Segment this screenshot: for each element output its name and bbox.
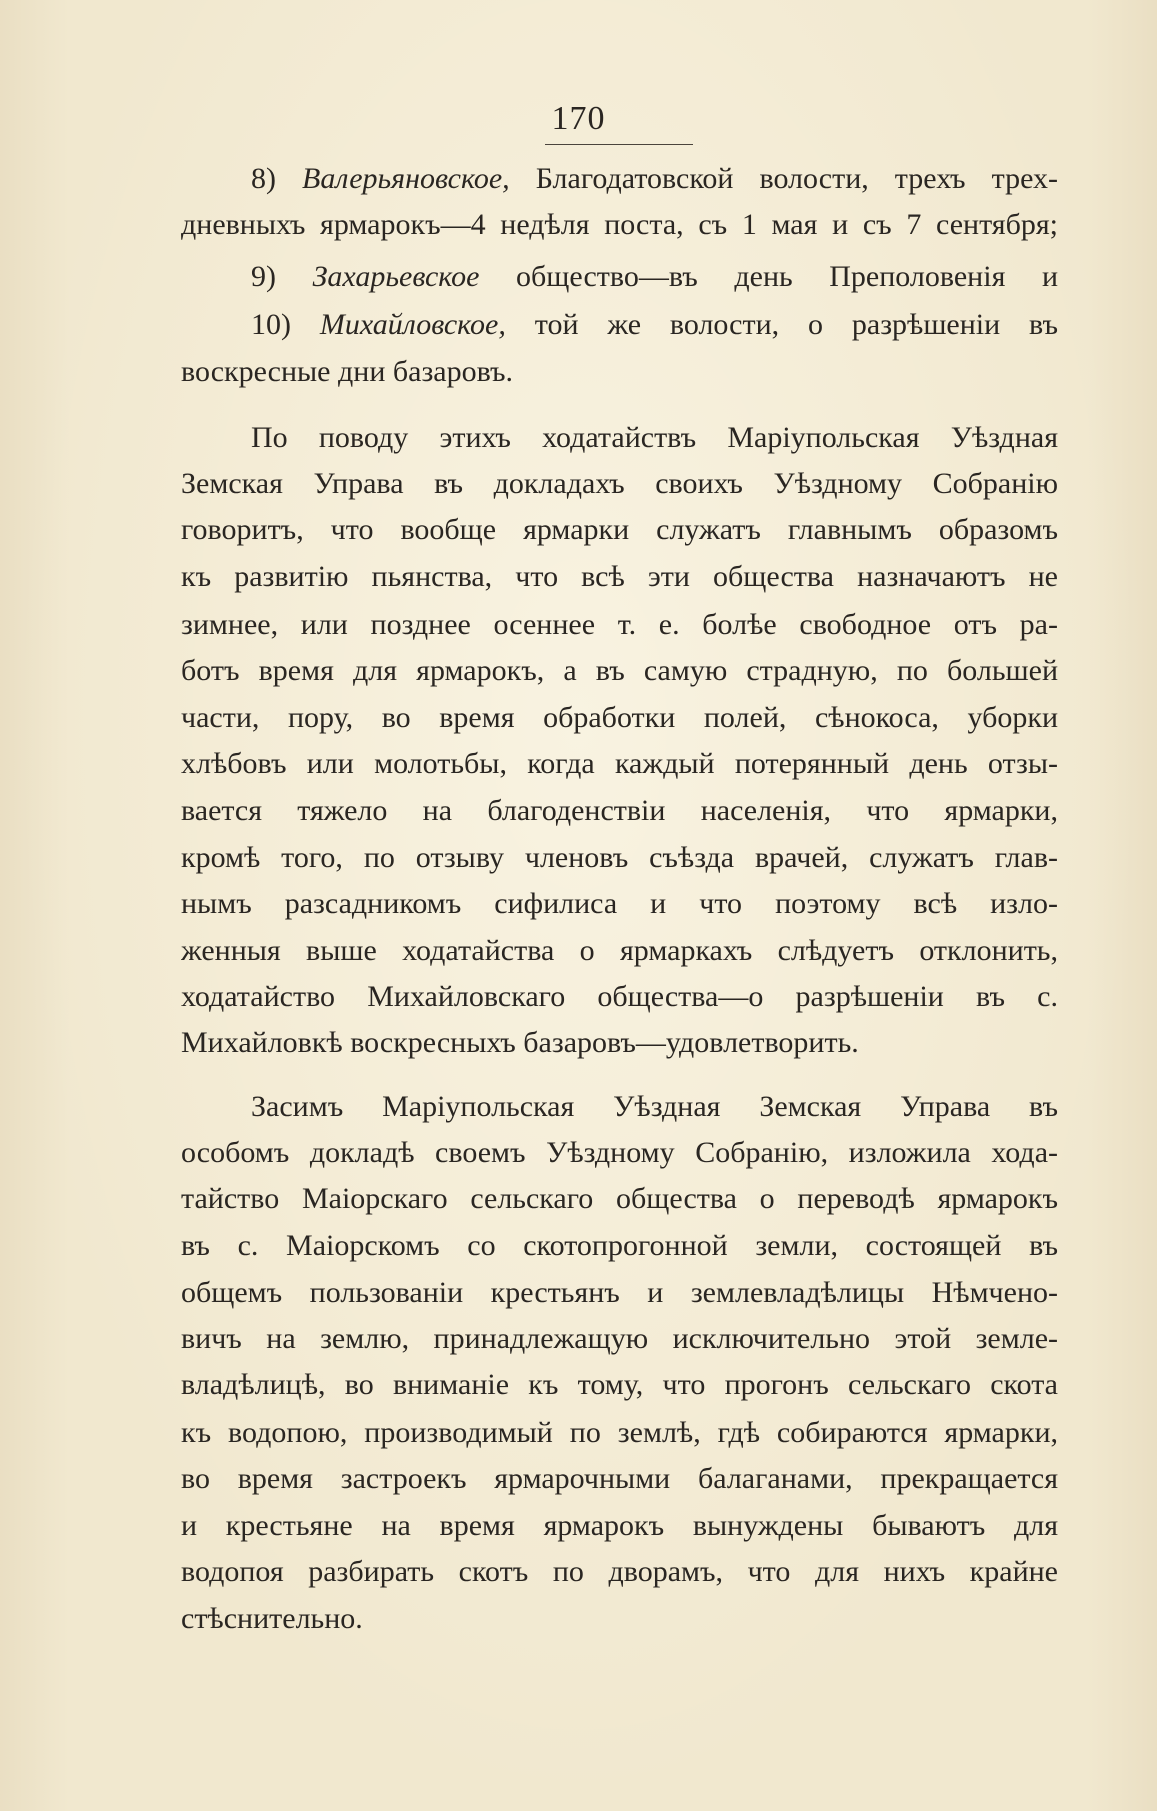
text-line <box>181 507 1058 553</box>
text-line <box>181 602 1058 648</box>
text-line <box>181 461 1058 507</box>
text-line <box>251 415 1058 461</box>
text-line <box>251 156 1058 202</box>
text-segment: Засимъ Маріупольская Уѣздная Земская Управа въ <box>251 1090 1058 1123</box>
text-line <box>181 695 1058 741</box>
text-segment: нымъ разсадникомъ сифилиса и что поэтому всѣ изло- <box>181 887 1058 920</box>
text-segment: говоритъ, что вообще ярмарки служатъ главнымъ образомъ <box>181 513 1058 546</box>
text-segment: 10) <box>251 308 320 341</box>
text-segment: общество—въ день Преполовенія и <box>479 260 1058 293</box>
text-segment: дневныхъ ярмарокъ—4 недѣля поста, съ 1 мая и съ 7 сентября; <box>181 208 1058 241</box>
text-segment: Михайловкѣ воскресныхъ базаровъ—удовлетворить. <box>181 1026 859 1059</box>
text-line <box>181 1596 1058 1642</box>
text-segment: къ водопою, производимый по землѣ, гдѣ собираются ярмарки, <box>181 1416 1058 1449</box>
text-line <box>181 648 1058 694</box>
text-line <box>181 1456 1058 1502</box>
text-segment: 9) <box>251 260 313 293</box>
text-segment: въ с. Маіорскомъ со скотопрогонной земли, состоящей въ <box>181 1229 1058 1262</box>
text-line <box>181 202 1058 248</box>
text-segment: зимнее, или позднее осеннее т. е. болѣе свободное отъ ра- <box>181 608 1058 641</box>
text-line <box>181 928 1058 974</box>
text-line <box>181 1176 1058 1222</box>
text-line <box>181 788 1058 834</box>
text-segment: стѣснительно. <box>181 1602 363 1635</box>
text-segment: и крестьяне на время ярмарокъ вынуждены бываютъ для <box>181 1509 1058 1542</box>
text-line <box>181 881 1058 927</box>
text-segment: По поводу этихъ ходатайствъ Маріупольская Уѣздная <box>251 421 1058 454</box>
text-line <box>251 1084 1058 1130</box>
text-segment: вается тяжело на благоденствіи населенія, что ярмарки, <box>181 794 1058 827</box>
text-line <box>181 1503 1058 1549</box>
italic-name: Валерьяновское, <box>302 162 510 195</box>
text-segment: Земская Управа въ докладахъ своихъ Уѣздному Собранію <box>181 467 1058 500</box>
text-segment: части, пору, во время обработки полей, сѣнокоса, уборки <box>181 701 1058 734</box>
text-segment: водопоя разбирать скотъ по дворамъ, что для нихъ крайне <box>181 1555 1058 1588</box>
text-segment: 8) <box>251 162 303 195</box>
text-line <box>181 1223 1058 1269</box>
text-segment: во время застроекъ ярмарочными балаганами, прекращается <box>181 1462 1058 1495</box>
page-number-rule <box>545 144 693 145</box>
text-line <box>181 1549 1058 1595</box>
text-segment: особомъ докладѣ своемъ Уѣздному Собранію, изложила хода- <box>181 1136 1058 1169</box>
text-line <box>181 1410 1058 1456</box>
text-line <box>181 1130 1058 1176</box>
text-segment: къ развитію пьянства, что всѣ эти общества назначаютъ не <box>181 560 1058 593</box>
text-line <box>181 349 1058 395</box>
text-line <box>251 254 1058 300</box>
text-segment: тайство Маіорскаго сельскаго общества о переводѣ ярмарокъ <box>181 1182 1058 1215</box>
text-line <box>181 974 1058 1020</box>
text-segment: владѣлицѣ, во вниманіе къ тому, что прогонъ сельскаго скота <box>181 1368 1058 1401</box>
text-line <box>181 741 1058 787</box>
text-line <box>251 302 1058 348</box>
text-line <box>181 835 1058 881</box>
text-segment: вичъ на землю, принадлежащую исключительно этой земле- <box>181 1322 1058 1355</box>
text-segment: кромѣ того, по отзыву членовъ съѣзда врачей, служатъ глав- <box>181 841 1058 874</box>
text-line <box>181 1316 1058 1362</box>
text-line <box>181 1270 1058 1316</box>
text-segment: той же волости, о разрѣшеніи въ <box>505 308 1058 341</box>
text-segment: ботъ время для ярмарокъ, а въ самую страдную, по большей <box>181 654 1058 687</box>
text-segment: Благодатовской волости, трехъ трех- <box>509 162 1058 195</box>
text-segment: воскресные дни базаровъ. <box>181 355 514 388</box>
text-segment: общемъ пользованіи крестьянъ и землевладѣлицы Нѣмчено- <box>181 1276 1058 1309</box>
page-number: 170 <box>551 100 606 137</box>
text-segment: хлѣбовъ или молотьбы, когда каждый потерянный день отзы- <box>181 747 1058 780</box>
text-line <box>181 1020 1058 1066</box>
italic-name: Захарьевское <box>312 260 480 293</box>
text-segment: женныя выше ходатайства о ярмаркахъ слѣдуетъ отклонить, <box>181 934 1058 967</box>
italic-name: Михайловское, <box>319 308 506 341</box>
text-line <box>181 1362 1058 1408</box>
text-segment: ходатайство Михайловскаго общества—о разрѣшеніи въ с. <box>181 980 1058 1013</box>
text-line <box>181 554 1058 600</box>
